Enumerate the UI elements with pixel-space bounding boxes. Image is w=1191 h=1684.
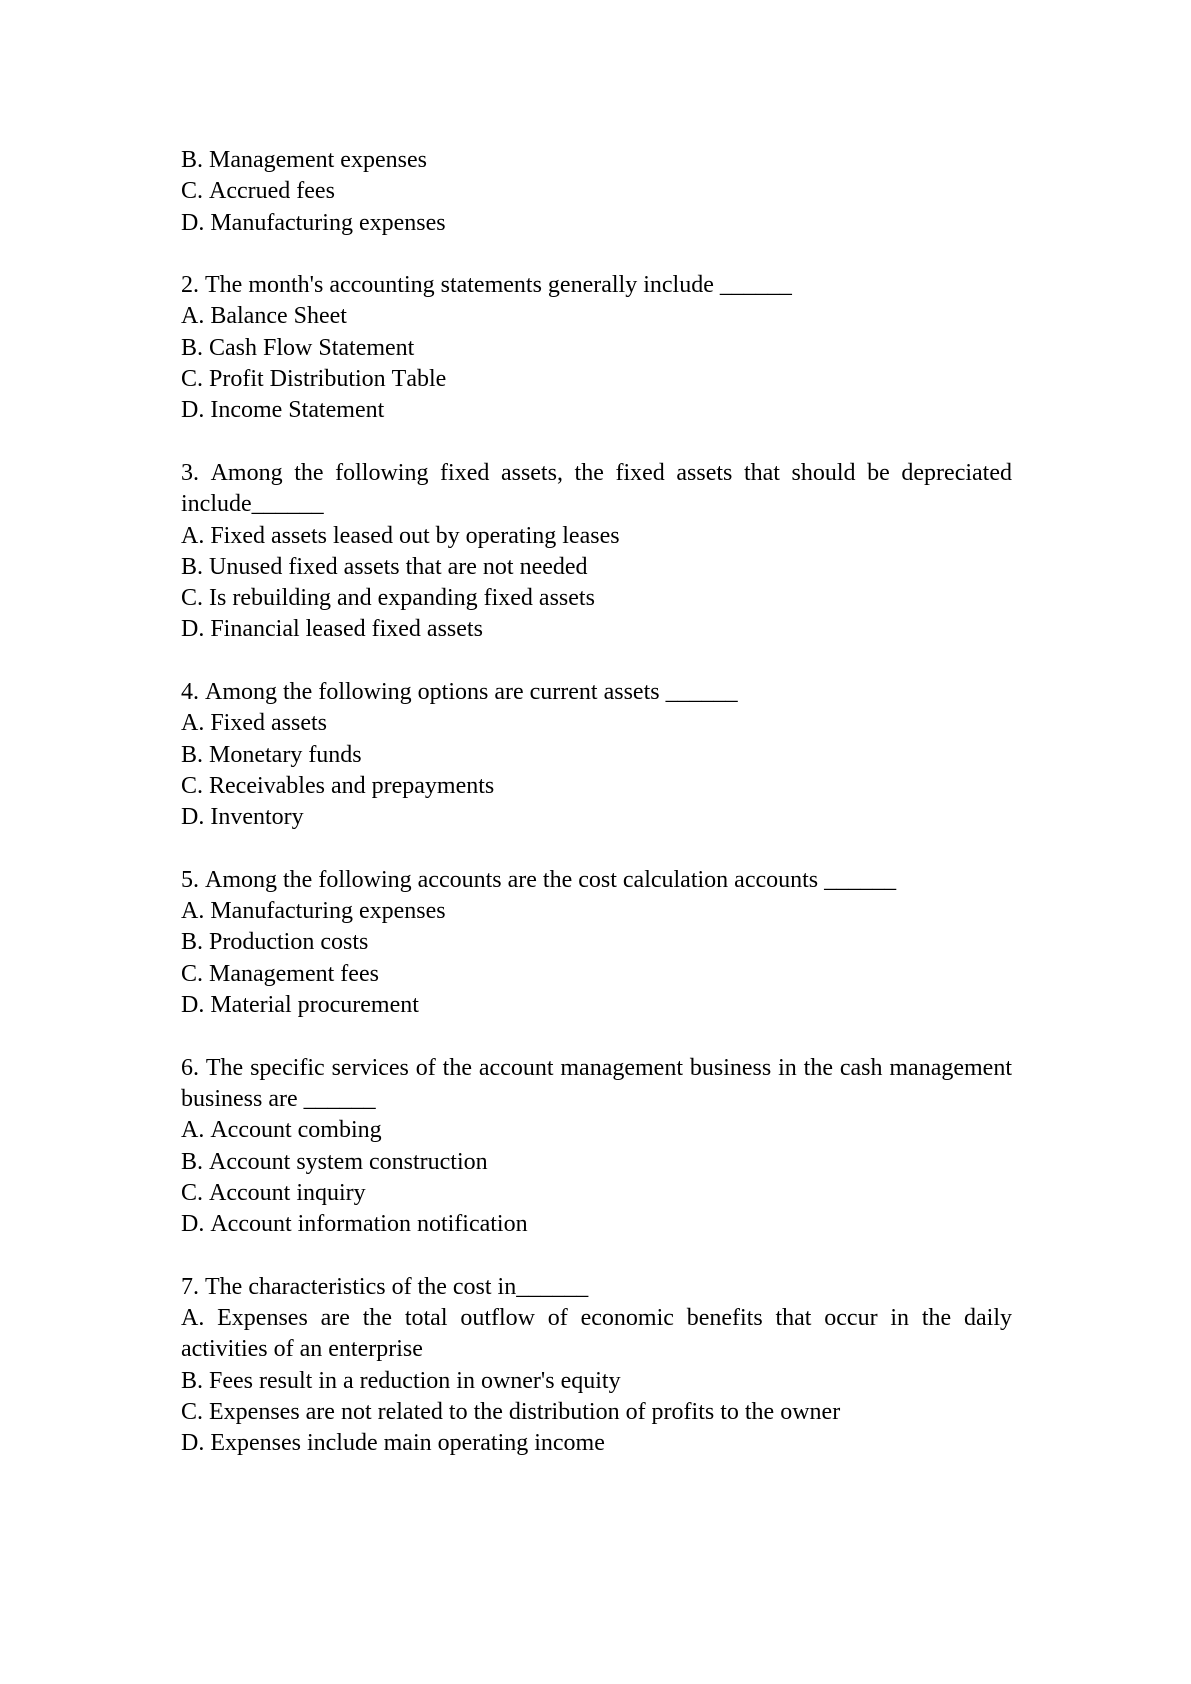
- question-1-option-b: B. Management expenses: [181, 147, 427, 173]
- question-7-option-a: [181, 1303, 1012, 1366]
- question-5-stem: 5. Among the following accounts are the cost calculation accounts ______: [181, 866, 897, 893]
- question-3: [181, 458, 1012, 646]
- blank-line: [181, 646, 1012, 677]
- question-4-option-c: C. Receivables and prepayments: [181, 772, 495, 799]
- blank-line: [181, 427, 1012, 458]
- question-6-option-d: D. Account information notification: [181, 1211, 528, 1238]
- blank-line: [181, 834, 1012, 865]
- question-6-stem-line-1: 6. The specific services of the account management business in the cash management: [181, 1054, 1012, 1081]
- question-5-option-d: D. Material procurement: [181, 992, 419, 1019]
- question-1: [181, 145, 1012, 239]
- document-body: [181, 145, 1012, 1459]
- question-7-option-a-line-1: A. Expenses are the total outflow of economic benefits that occur in the daily: [181, 1304, 1012, 1331]
- question-7-stem: 7. The characteristics of the cost in______: [181, 1273, 589, 1300]
- question-3-option-a: A. Fixed assets leased out by operating leases: [181, 522, 620, 549]
- question-6: [181, 1053, 1012, 1241]
- question-6-option-c: C. Account inquiry: [181, 1179, 366, 1206]
- question-7-option-a-line-2: activities of an enterprise: [181, 1336, 423, 1363]
- blank-line: [181, 239, 1012, 270]
- question-1-option-d: D. Manufacturing expenses: [181, 209, 446, 236]
- question-3-option-d: D. Financial leased fixed assets: [181, 616, 483, 643]
- question-4-stem: 4. Among the following options are current assets ______: [181, 679, 738, 706]
- question-6-stem-line-2: business are ______: [181, 1085, 376, 1112]
- question-2-option-d: D. Income Statement: [181, 397, 385, 424]
- question-3-option-b: B. Unused fixed assets that are not needed: [181, 553, 588, 580]
- question-3-stem: [181, 458, 1012, 521]
- question-4: [181, 677, 1012, 833]
- question-5-option-c: C. Management fees: [181, 960, 379, 987]
- question-2: [181, 270, 1012, 426]
- question-7: [181, 1272, 1012, 1460]
- blank-line: [181, 1021, 1012, 1052]
- question-6-option-a: A. Account combing: [181, 1117, 382, 1144]
- question-5-option-a: A. Manufacturing expenses: [181, 898, 446, 925]
- question-3-stem-line-2: include______: [181, 491, 324, 518]
- question-7-option-c: C. Expenses are not related to the distribution of profits to the owner: [181, 1398, 841, 1425]
- question-4-option-a: A. Fixed assets: [181, 710, 327, 737]
- question-4-option-b: B. Monetary funds: [181, 741, 362, 768]
- question-3-option-c: C. Is rebuilding and expanding fixed assets: [181, 585, 595, 612]
- question-7-option-b: B. Fees result in a reduction in owner's equity: [181, 1367, 621, 1394]
- question-3-stem-line-1: 3. Among the following fixed assets, the fixed assets that should be depreciated: [181, 459, 1012, 486]
- question-7-option-d: D. Expenses include main operating income: [181, 1430, 605, 1457]
- blank-line: [181, 1240, 1012, 1271]
- question-2-option-c: C. Profit Distribution Table: [181, 366, 447, 393]
- question-2-stem: 2. The month's accounting statements generally include ______: [181, 272, 792, 299]
- question-6-stem: [181, 1053, 1012, 1116]
- question-5: [181, 865, 1012, 1021]
- question-6-option-b: B. Account system construction: [181, 1148, 488, 1175]
- question-2-option-a: A. Balance Sheet: [181, 303, 347, 330]
- question-2-option-b: B. Cash Flow Statement: [181, 334, 415, 361]
- question-1-option-c: C. Accrued fees: [181, 178, 335, 205]
- question-4-option-d: D. Inventory: [181, 804, 304, 831]
- question-5-option-b: B. Production costs: [181, 929, 369, 956]
